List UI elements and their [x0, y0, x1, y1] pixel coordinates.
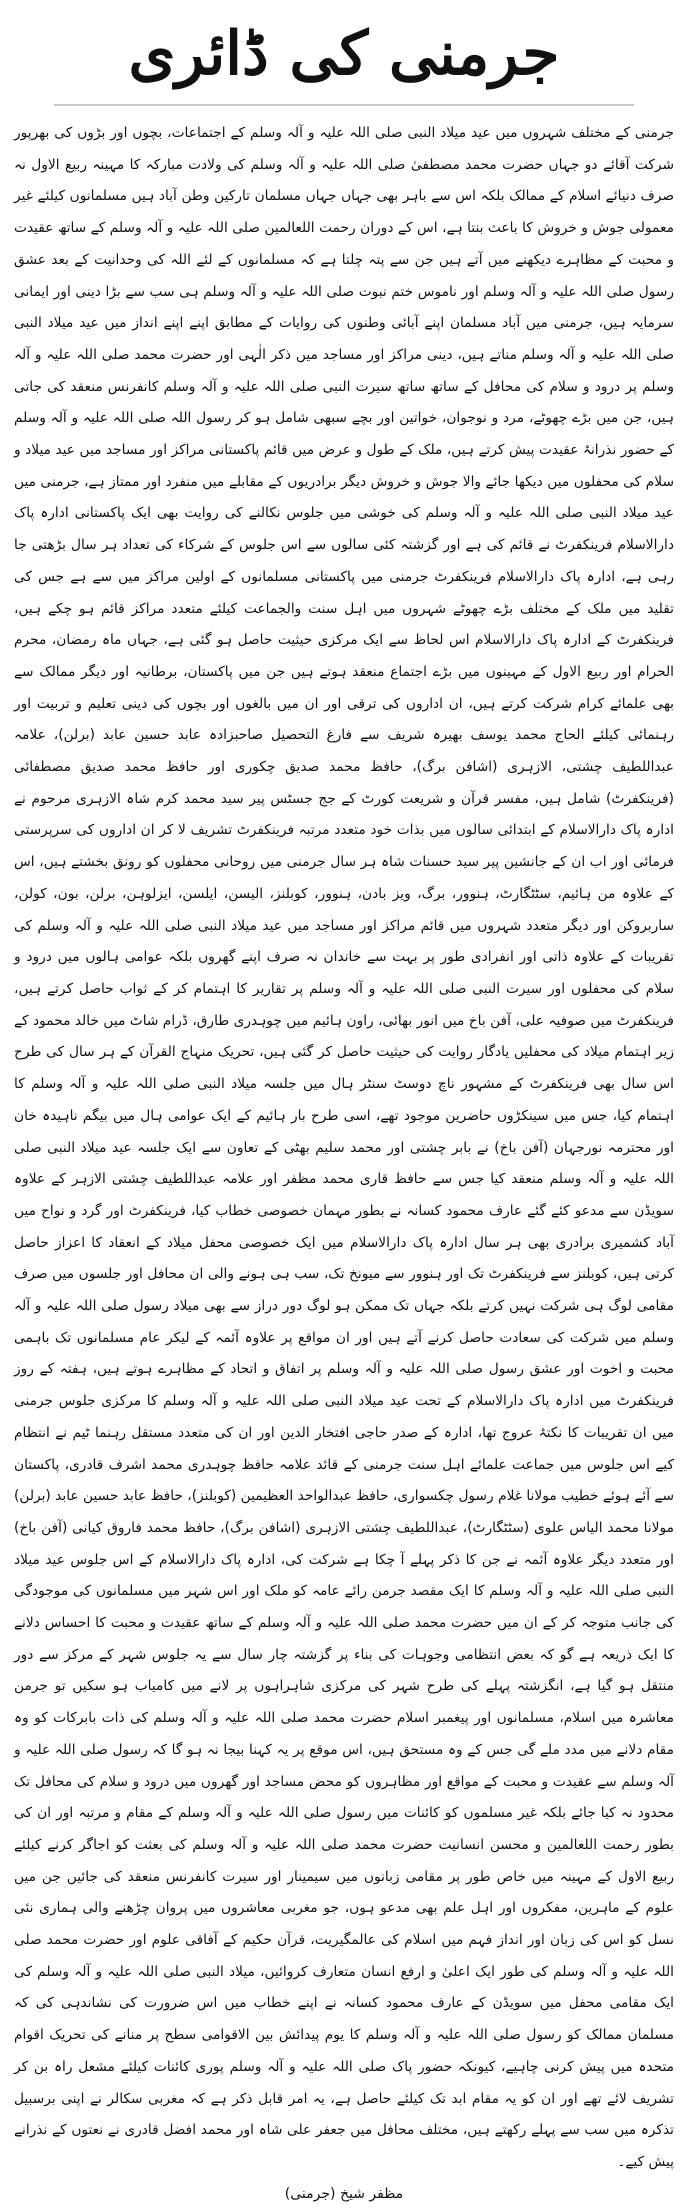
article-paragraph: جرمنی کے مختلف شہروں میں عید میلاد النبی صلی اللہ علیہ و آلہ وسلم کے اجتماعات، بچوں اور بڑوں کی بھرپور شرکت آقائے دو جہاں حضرت محمد مصطفیٰ صلی اللہ علیہ و آلہ وسلم کی ولادت مبارکہ کا مہینہ ربیع الاول نہ صرف دنیائے اسلام کے ممالک بلکہ اس سے باہر بھی جہاں جہاں مسلمان تارکین وطن آباد ہیں مسلمانوں کیلئے غیر معمولی جوش و خروش کا باعث بنتا ہے، اس کے دوران رحمت اللعالمین صلی اللہ علیہ و آلہ وسلم کے ساتھ عقیدت و محبت کے مظاہرے دیکھنے میں آتے ہیں جن سے پتہ چلتا ہے کہ مسلمانوں کے لئے اللہ کی وحدانیت کے بعد عشق رسول صلی اللہ علیہ و آلہ وسلم اور ناموس ختم نبوت صلی اللہ علیہ و آلہ وسلم ہی سب سے بڑا دینی اور ایمانی سرمایہ ہیں، جرمنی میں آباد مسلمان اپنے آبائی وطنوں کی روایات کے مطابق اپنے اپنے انداز میں عید میلاد النبی صلی اللہ علیہ و آلہ وسلم مناتے ہیں، دینی مراکز اور مساجد میں ذکر الٰہی اور حضرت محمد صلی اللہ علیہ و آلہ وسلم پر درود و سلام کی محافل کے ساتھ ساتھ سیرت النبی صلی اللہ علیہ و آلہ وسلم کانفرنس منعقد کی جاتی ہیں، جن میں بڑے چھوٹے، مرد و نوجوان، خواتین اور بچے سبھی شامل ہو کر رسول اللہ صلی اللہ علیہ و آلہ وسلم کے حضور نذرانۂ عقیدت پیش کرتے ہیں، ملک کے طول و عرض میں قائم پاکستانی مراکز اور مساجد میں عید میلاد و سلام کی محفلوں میں دیکھا جائے والا جوش و خروش دیگر برادریوں کے مقابلے میں منفرد اور ممتاز ہے، جرمنی میں عید میلاد النبی صلی اللہ علیہ و آلہ وسلم کی خوشی میں جلوس نکالنے کی روایت بھی ایک پاکستانی ادارہ پاک دارالاسلام فرینکفرٹ نے قائم کی ہے اور گزشتہ کئی سالوں سے اس جلوس کے شرکاء کی تعداد ہر سال بڑھتی جا رہی ہے، ادارہ پاک دارالاسلام فرینکفرٹ جرمنی میں پاکستانی مسلمانوں کے اولین مراکز میں سے ہے جس کی تقلید میں ملک کے مختلف بڑے چھوٹے شہروں میں اہل سنت والجماعت کیلئے متعدد مراکز قائم ہو چکے ہیں، فرینکفرٹ کے ادارہ پاک دارالاسلام اس لحاظ سے ایک مرکزی حیثیت حاصل ہو گئی ہے، جہاں ماہ رمضان، محرم الحرام اور ربیع الاول کے مہینوں میں بڑے اجتماع منعقد ہوتے ہیں جن میں پاکستان، برطانیہ اور دیگر ممالک سے بھی علمائے کرام شرکت کرتے ہیں، ان اداروں کی ترقی اور ان میں بالغوں اور بچوں کی دینی تعلیم و تربیت اور رہنمائی کیلئے الحاج محمد یوسف بھیرہ شریف سے فارغ التحصیل صاحبزادہ عابد حسین عابد (برلن)، علامہ عبداللطیف چشتی، الازہری (اشافن برگ)، حافظ محمد صدیق چکوری اور حافظ محمد صدیق مصطفائی (فرینکفرٹ) شامل ہیں، مفسر قرآن و شریعت کورٹ کے جج جسٹس پیر سید محمد کرم شاہ الازہری مرحوم نے ادارہ پاک دارالاسلام کے ابتدائی سالوں میں بذات خود متعدد مرتبہ فرینکفرٹ تشریف لا کر ان اداروں کی سرپرستی فرمائی اور اب ان کے جانشین پیر سید حسنات شاہ ہر سال جرمنی میں روحانی محفلوں کو رونق بخشتے ہیں، اس کے علاوہ من ہائیم، سٹٹگارٹ، ہنوور، برگ، ویز بادن، ہنوور، کوبلنز، الیسن، ایلسن، ایزلوہن، برلن، بون، کولن، ساربروکن اور دیگر متعدد شہروں میں قائم مراکز اور مساجد میں عید میلاد النبی صلی اللہ علیہ و آلہ وسلم کی تقریبات کے علاوہ ذاتی اور انفرادی طور پر بہت سے خاندان نہ صرف اپنے گھروں بلکہ عوامی ہالوں میں درود و سلام کی محفلوں اور سیرت النبی صلی اللہ علیہ و آلہ وسلم پر تقاریر کا اہتمام کر کے ثواب حاصل کرتے ہیں، فرینکفرٹ میں صوفیہ علی، آفن باخ میں انور بھائی، راون ہائیم میں چوہدری طارق، ڈرام شاٹ میں خالد محمود کے زیر اہتمام میلاد کی محفلیں یادگار روایت کی حیثیت حاصل کر گئی ہیں، تحریک منہاج القرآن کے ہر سال کی طرح اس سال بھی فرینکفرٹ کے مشہور ناچ دوسٹ سنٹر ہال میں جلسہ میلاد النبی صلی اللہ علیہ و آلہ وسلم کا اہتمام کیا، جس میں سینکڑوں حاضرین موجود تھے، اسی طرح بار ہائیم کے ایک عوامی ہال میں بیگم ناہیدہ خان اور محترمہ نورجہان (آفن باخ) نے بابر چشتی اور محمد سلیم بھٹی کے تعاون سے ایک جلسہ عید میلاد النبی صلی اللہ علیہ و آلہ وسلم منعقد کیا جس سے حافظ قاری محمد مظفر اور علامہ عبداللطیف چشتی الازہر کے علاوہ سویڈن سے مدعو کئے گئے عارف محمود کسانہ نے بطور مہمان خصوصی خطاب کیا، فرینکفرٹ اور گرد و نواح میں آباد کشمیری برادری بھی ہر سال ادارہ پاک دارالاسلام میں ایک خصوصی محفل میلاد کے انعقاد کا اعزاز حاصل کرتی ہیں، کوبلنز سے فرینکفرٹ تک اور ہنوور سے میونخ تک، سب ہی ہونے والی ان محافل اور جلسوں میں صرف مقامی لوگ ہی شرکت نہیں کرتے بلکہ جہاں تک ممکن ہو لوگ دور دراز سے بھی میلاد رسول صلی اللہ علیہ و آلہ وسلم میں شرکت کی سعادت حاصل کرنے آتے ہیں اور ان مواقع پر علاوہ آئمہ کے لیکر عام مسلمانوں تک باہمی محبت و اخوت اور عشق رسول صلی اللہ علیہ و آلہ وسلم پر اتفاق و اتحاد کے مظاہرے ہوتے ہیں، ہفتہ کے روز فرینکفرٹ میں ادارہ پاک دارالاسلام کے تحت عید میلاد النبی صلی اللہ علیہ و آلہ وسلم کا مرکزی جلوس جرمنی میں ان تقریبات کا نکتۂ عروج تھا، ادارہ کے صدر حاجی افتخار الدین اور ان کی متعدد مستقل رہنما ٹیم نے انتظام کیے اس جلوس میں جماعت علمائے اہل سنت جرمنی کے قائد علامہ حافظ چوہدری محمد اشرف قادری، پاکستان سے آئے ہوئے خطیب مولانا غلام رسول چکسواری، حافظ عبدالواحد العظیمین (کوبلنز)، حافظ عابد حسین عابد (برلن) مولانا محمد الیاس علوی (سٹٹگارٹ)، عبداللطیف چشتی الازہری (اشافن برگ)، حافظ محمد فاروق کیانی (آفن باخ) اور متعدد دیگر علاوہ آئمہ نے جن کا ذکر پہلے آ چکا ہے شرکت کی، ادارہ پاک دارالاسلام کے اس جلوس عید میلاد النبی صلی اللہ علیہ و آلہ وسلم کا ایک مقصد جرمن رائے عامہ کو ملک اور اس شہر میں مسلمانوں کی موجودگی کی جانب متوجہ کر کے ان میں حضرت محمد صلی اللہ علیہ و آلہ وسلم کے ساتھ عقیدت و محبت کا احساس دلانے کا ایک ذریعہ ہے گو کہ بعض انتظامی وجوہات کی بناء پر گزشتہ چار سال سے یہ جلوس شہر کے مرکز سے دور منتقل ہو گیا ہے، انگزشتہ پہلے کی طرح شہر کی مرکزی شاہراہوں پر لانے میں کامیاب ہو سکیں تو جرمن معاشرہ میں اسلام، مسلمانوں اور پیغمبر اسلام حضرت محمد صلی اللہ علیہ و آلہ وسلم کی ذات بابرکات کو وہ مقام دلانے میں مدد ملے گی جس کے وہ مستحق ہیں، اس موقع پر یہ کہنا بیجا نہ ہو گا کہ رسول صلی اللہ علیہ و آلہ وسلم سے عقیدت و محبت کے مواقع اور مظاہروں کو محض مساجد اور گھروں میں درود و سلام کی محافل تک محدود نہ کیا جائے بلکہ غیر مسلموں کو کائنات میں رسول صلی اللہ علیہ و آلہ وسلم کے مقام و مرتبہ اور ان کی بطور رحمت اللعالمین و محسن انسانیت حضرت محمد صلی اللہ علیہ و آلہ وسلم کی بعثت کو اجاگر کرنے کیلئے ربیع الاول کے مہینہ میں خاص طور پر مقامی زبانوں میں سیمینار اور سیرت کانفرنس منعقد کی جائیں جن میں علوم کے ماہرین، مفکروں اور اہل علم بھی مدعو ہوں، جو مغربی معاشروں میں پروان چڑھنے والی ہماری نئی نسل کو اس کی زبان اور انداز فہم میں اسلام کی عالمگیریت، قرآن حکیم کے آفاقی علوم اور حضرت محمد صلی اللہ علیہ و آلہ وسلم کی طور ایک اعلیٰ و ارفع انسان متعارف کروائیں، میلاد النبی صلی اللہ علیہ و آلہ وسلم کی ایک مقامی محفل میں سویڈن کے عارف محمود کسانہ نے اپنے خطاب میں اس ضرورت کی نشاندہی کی کہ مسلمان ممالک کو رسول صلی اللہ علیہ و آلہ وسلم کا یوم پیدائش بین الاقوامی سطح پر منانے کی تحریک اقوام متحدہ میں پیش کرنی چاہیے، کیونکہ حضور پاک صلی اللہ علیہ و آلہ وسلم پوری کائنات کیلئے مشعل راہ بن کر تشریف لائے تھے اور ان کو یہ مقام ابد تک کیلئے حاصل ہے، یہ امر قابل ذکر ہے کہ مغربی سکالر نے اپنی برسبیل تذکرہ میں سب سے پہلے رکھتے ہیں، مختلف محافل میں جعفر علی شاہ اور محمد افضل قادری نے نعتوں کے نذرانے پیش کیے۔	[14, 125, 674, 2170]
headline-divider	[54, 104, 634, 106]
article-body	[14, 118, 674, 2179]
article-byline: مظفر شیخ (جرمنی)	[284, 2185, 404, 2202]
article-headline: جرمنی کی ڈائری	[128, 19, 560, 89]
